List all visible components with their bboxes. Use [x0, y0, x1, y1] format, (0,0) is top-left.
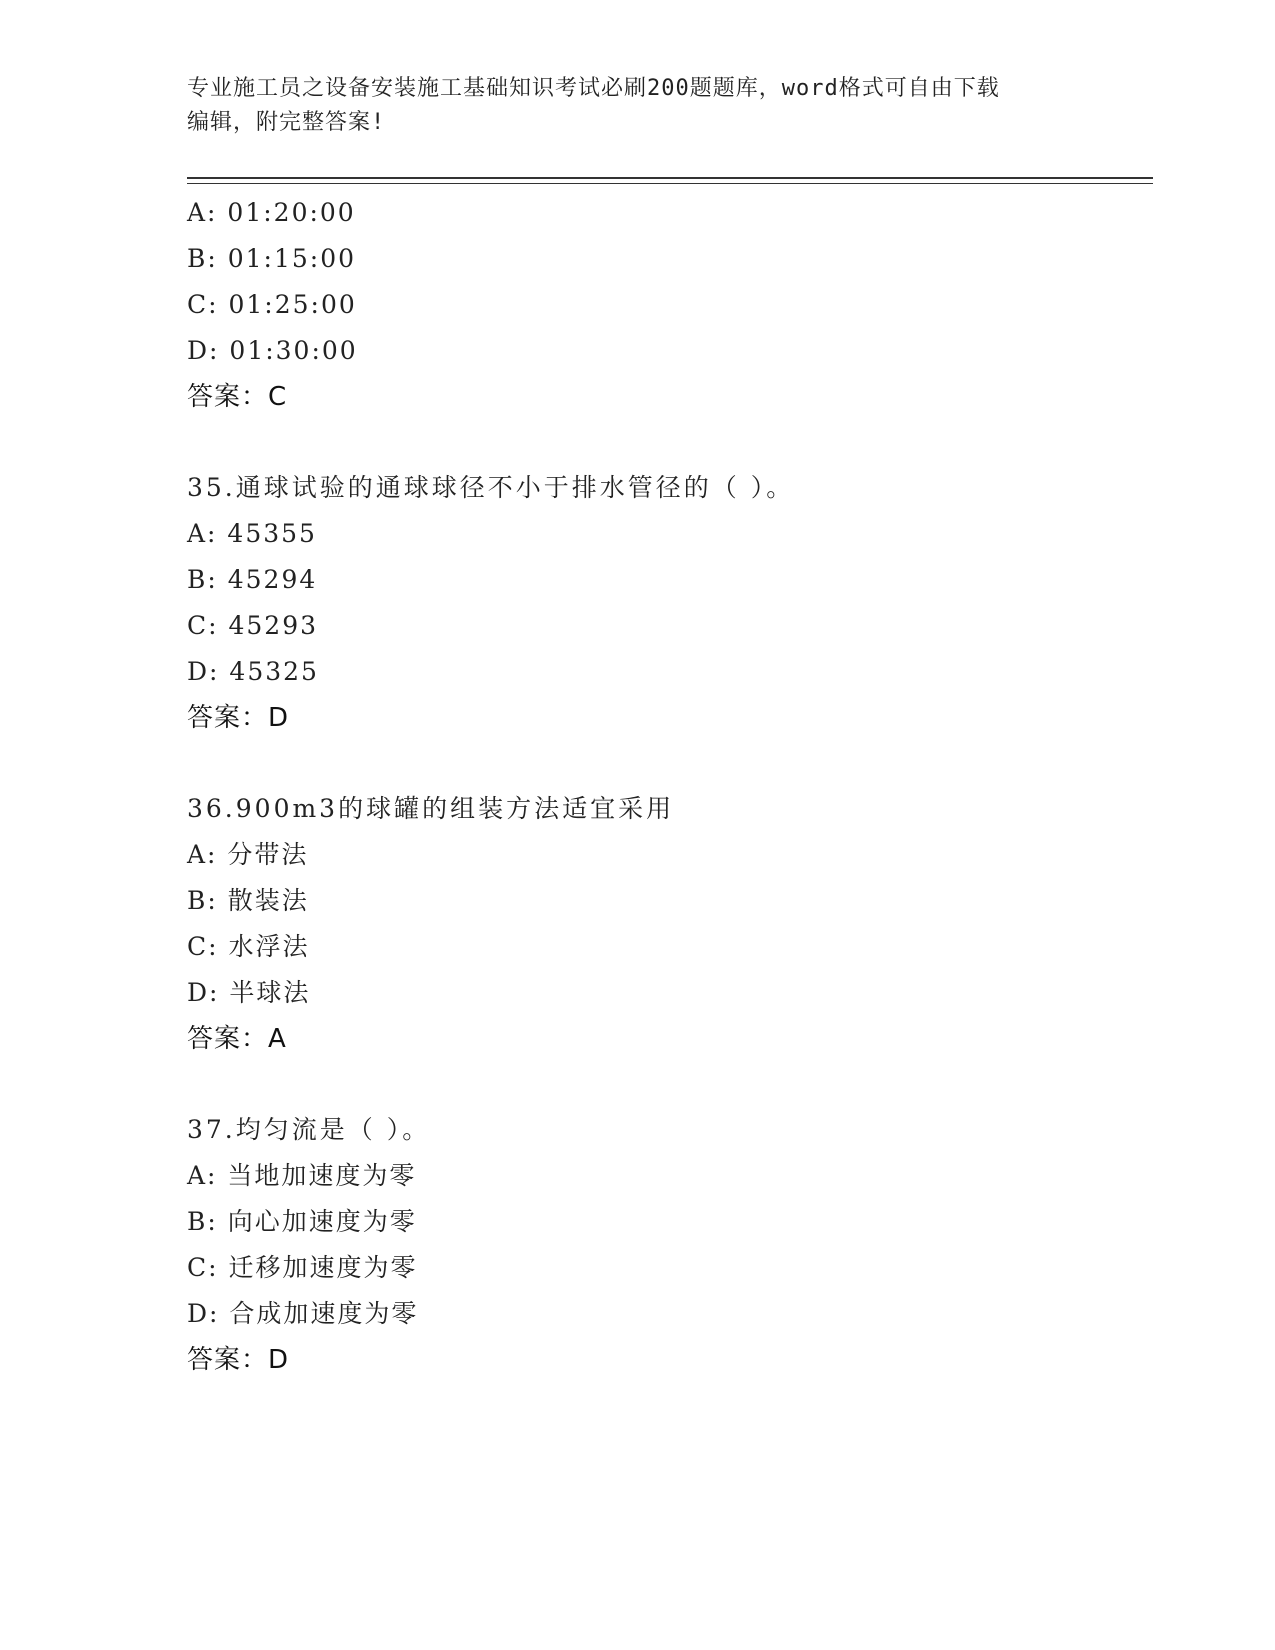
answer: 答案：D	[187, 1345, 290, 1375]
option-c: C: 45293	[187, 611, 319, 640]
spacer	[187, 420, 1153, 465]
option-b: B: 01:15:00	[187, 244, 357, 273]
header-rule-thick	[187, 177, 1153, 179]
option-a: A: 45355	[187, 519, 317, 548]
spacer	[187, 1062, 1153, 1107]
spacer	[187, 741, 1153, 786]
answer: 答案：A	[187, 1024, 287, 1054]
header-title-line-2: 编辑，附完整答案!	[187, 110, 386, 135]
answer: 答案：D	[187, 703, 290, 733]
question-text: 36.900m3的球罐的组装方法适宜采用	[187, 794, 675, 823]
option-d: D: 01:30:00	[187, 336, 358, 365]
header-rule-thin	[187, 183, 1153, 184]
option-c: C: 水浮法	[187, 932, 310, 961]
option-a: A: 当地加速度为零	[187, 1161, 417, 1190]
question-text: 35.通球试验的通球球径不小于排水管径的（ ）。	[187, 473, 795, 502]
option-d: D: 合成加速度为零	[187, 1299, 419, 1328]
option-b: B: 45294	[187, 565, 318, 594]
question-35	[187, 465, 1153, 741]
answer: 答案：C	[187, 382, 288, 412]
question-34	[187, 190, 1153, 420]
document-header	[187, 72, 1087, 140]
question-list	[187, 190, 1153, 1383]
option-b: B: 向心加速度为零	[187, 1207, 417, 1236]
option-a: A: 01:20:00	[187, 198, 356, 227]
question-text: 37.均匀流是（ ）。	[187, 1115, 431, 1144]
header-title-line-1: 专业施工员之设备安装施工基础知识考试必刷200题题库，word格式可自由下载	[187, 76, 1000, 101]
option-d: D: 半球法	[187, 978, 311, 1007]
option-a: A: 分带法	[187, 840, 309, 869]
option-c: C: 迁移加速度为零	[187, 1253, 418, 1282]
question-37	[187, 1107, 1153, 1383]
option-b: B: 散装法	[187, 886, 309, 915]
option-c: C: 01:25:00	[187, 290, 357, 319]
question-36	[187, 786, 1153, 1062]
option-d: D: 45325	[187, 657, 319, 686]
